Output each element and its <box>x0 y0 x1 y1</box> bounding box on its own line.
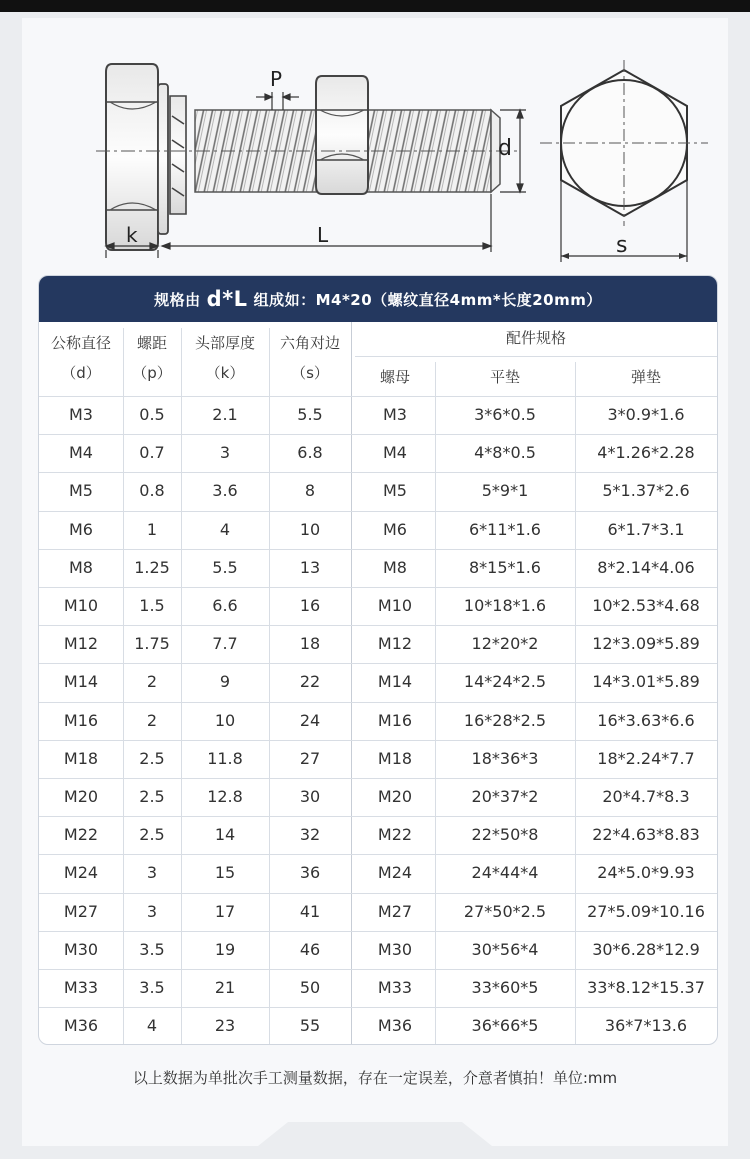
cell-spring-washer: 30*6.28*12.9 <box>592 939 700 959</box>
cell-nominal-diameter: M4 <box>69 443 93 463</box>
header-head-thickness-name: 头部厚度 <box>194 334 255 352</box>
cell-flat-washer: 10*18*1.6 <box>463 596 547 615</box>
cell-head-thickness: 9 <box>219 672 231 692</box>
cell-nominal-diameter: M27 <box>63 901 99 921</box>
cell-nominal-diameter: M30 <box>63 939 99 959</box>
cell-nut: M14 <box>377 672 413 692</box>
cell-head-thickness: 21 <box>214 978 236 997</box>
cell-hex-across-flats: 30 <box>299 787 321 806</box>
header-pitch-symbol: （p） <box>132 364 172 382</box>
cell-pitch: 0.5 <box>139 405 165 424</box>
hex-nut <box>316 76 368 194</box>
table-title <box>39 276 717 322</box>
cell-hex-across-flats: 5.5 <box>297 405 323 424</box>
cell-hex-across-flats: 50 <box>299 978 321 997</box>
cell-pitch: 0.7 <box>139 443 165 463</box>
cell-pitch: 2.5 <box>139 825 165 845</box>
header-nominal-diameter-symbol: （d） <box>61 364 101 382</box>
cell-flat-washer: 3*6*0.5 <box>474 405 536 424</box>
cell-hex-across-flats: 6.8 <box>297 443 323 463</box>
cell-nut: M4 <box>383 443 407 463</box>
cell-hex-across-flats: 16 <box>299 596 321 615</box>
cell-flat-washer: 6*11*1.6 <box>469 519 541 539</box>
hex-end-view <box>540 60 708 262</box>
head-thickness-label: k <box>126 223 138 247</box>
cell-head-thickness: 2.1 <box>212 405 238 424</box>
cell-nut: M20 <box>377 787 413 806</box>
cell-flat-washer: 12*20*2 <box>471 634 539 654</box>
cell-head-thickness: 3.6 <box>212 481 238 501</box>
cell-head-thickness: 19 <box>214 939 236 959</box>
cell-spring-washer: 24*5.0*9.93 <box>597 863 695 883</box>
cell-hex-across-flats: 8 <box>304 481 316 501</box>
across-flats-label: s <box>616 233 628 258</box>
cell-pitch: 2 <box>146 710 158 730</box>
cell-pitch: 3 <box>146 863 158 883</box>
header-nominal-diameter <box>39 328 123 388</box>
cell-spring-washer: 10*2.53*4.68 <box>592 596 700 615</box>
cell-nominal-diameter: M16 <box>63 710 99 730</box>
cell-hex-across-flats: 46 <box>299 939 321 959</box>
cell-flat-washer: 22*50*8 <box>471 825 539 845</box>
cell-pitch: 3.5 <box>139 978 165 997</box>
cell-head-thickness: 10 <box>214 710 236 730</box>
cell-spring-washer: 18*2.24*7.7 <box>597 748 695 768</box>
cell-hex-across-flats: 32 <box>299 825 321 845</box>
diameter-label: d <box>498 136 512 161</box>
cell-nominal-diameter: M10 <box>63 596 99 615</box>
cell-head-thickness: 15 <box>214 863 236 883</box>
cell-nominal-diameter: M14 <box>63 672 99 692</box>
cell-pitch: 1.75 <box>134 634 170 654</box>
cell-nut: M27 <box>377 901 413 921</box>
cell-pitch: 1.25 <box>134 557 170 577</box>
cell-head-thickness: 12.8 <box>207 787 243 806</box>
cell-hex-across-flats: 18 <box>299 634 321 654</box>
cell-pitch: 0.8 <box>139 481 165 501</box>
cell-nominal-diameter: M33 <box>63 978 99 997</box>
cell-flat-washer: 20*37*2 <box>471 787 539 806</box>
title-prefix: 规格由 <box>154 290 201 309</box>
pitch-dimension <box>256 92 299 110</box>
cell-nut: M16 <box>377 710 413 730</box>
cell-hex-across-flats: 41 <box>299 901 321 921</box>
cell-nut: M36 <box>377 1016 413 1036</box>
cell-nut: M10 <box>377 596 413 615</box>
cell-spring-washer: 22*4.63*8.83 <box>592 825 700 845</box>
bolt-diagram <box>0 0 750 275</box>
cell-nominal-diameter: M20 <box>63 787 99 806</box>
cell-head-thickness: 4 <box>219 519 231 539</box>
cell-head-thickness: 3 <box>219 443 231 463</box>
cell-pitch: 4 <box>146 1016 158 1036</box>
cell-pitch: 3.5 <box>139 939 165 959</box>
header-spring-washer: 弹垫 <box>630 368 661 386</box>
cell-pitch: 3 <box>146 901 158 921</box>
cell-flat-washer: 18*36*3 <box>471 748 539 768</box>
cell-nut: M22 <box>377 825 413 845</box>
cell-spring-washer: 8*2.14*4.06 <box>597 557 695 577</box>
cell-flat-washer: 16*28*2.5 <box>463 710 547 730</box>
cell-nominal-diameter: M22 <box>63 825 99 845</box>
header-hex-across-flats-name: 六角对边 <box>279 334 340 352</box>
cell-spring-washer: 6*1.7*3.1 <box>607 519 685 539</box>
cell-nut: M33 <box>377 978 413 997</box>
cell-spring-washer: 16*3.63*6.6 <box>597 710 695 730</box>
cell-pitch: 1 <box>146 519 158 539</box>
cell-nominal-diameter: M12 <box>63 634 99 654</box>
cell-flat-washer: 5*9*1 <box>481 481 529 501</box>
cell-nut: M8 <box>383 557 407 577</box>
cell-flat-washer: 30*56*4 <box>471 939 539 959</box>
header-hex-across-flats <box>269 328 351 388</box>
cell-head-thickness: 6.6 <box>212 596 238 615</box>
cell-spring-washer: 27*5.09*10.16 <box>587 901 705 921</box>
cell-flat-washer: 27*50*2.5 <box>463 901 547 921</box>
cell-nominal-diameter: M24 <box>63 863 99 883</box>
cell-nominal-diameter: M3 <box>69 405 93 424</box>
cell-pitch: 1.5 <box>139 596 165 615</box>
cell-head-thickness: 7.7 <box>212 634 238 654</box>
header-flat-washer: 平垫 <box>489 368 520 386</box>
cell-nominal-diameter: M6 <box>69 519 93 539</box>
header-accessories: 配件规格 <box>505 329 566 347</box>
header-nut: 螺母 <box>379 368 410 386</box>
cell-nut: M24 <box>377 863 413 883</box>
header-pitch-name: 螺距 <box>136 334 167 352</box>
spec-table <box>38 275 718 1045</box>
cell-flat-washer: 33*60*5 <box>471 978 539 997</box>
header-hex-across-flats-symbol: （s） <box>291 364 329 382</box>
cell-hex-across-flats: 13 <box>299 557 321 577</box>
header-pitch <box>123 328 181 388</box>
cell-spring-washer: 3*0.9*1.6 <box>607 405 685 424</box>
cell-nominal-diameter: M36 <box>63 1016 99 1036</box>
cell-nut: M3 <box>383 405 407 424</box>
cell-flat-washer: 24*44*4 <box>471 863 539 883</box>
header-head-thickness-symbol: （k） <box>205 364 245 382</box>
cell-spring-washer: 5*1.37*2.6 <box>602 481 690 501</box>
cell-nominal-diameter: M8 <box>69 557 93 577</box>
cell-spring-washer: 12*3.09*5.89 <box>592 634 700 654</box>
cell-spring-washer: 36*7*13.6 <box>604 1016 688 1036</box>
cell-hex-across-flats: 22 <box>299 672 321 692</box>
cell-head-thickness: 17 <box>214 901 236 921</box>
cell-head-thickness: 14 <box>214 825 236 845</box>
footnote: 以上数据为单批次手工测量数据，存在一定误差，介意者慎拍！单位:mm <box>132 1069 618 1087</box>
cell-spring-washer: 14*3.01*5.89 <box>592 672 700 692</box>
cell-nut: M18 <box>377 748 413 768</box>
cell-head-thickness: 11.8 <box>207 748 243 768</box>
cell-pitch: 2.5 <box>139 787 165 806</box>
cell-flat-washer: 36*66*5 <box>471 1016 539 1036</box>
cell-nut: M12 <box>377 634 413 654</box>
cell-nut: M30 <box>377 939 413 959</box>
flat-washer <box>158 84 168 234</box>
cell-flat-washer: 8*15*1.6 <box>469 557 541 577</box>
cell-hex-across-flats: 27 <box>299 748 321 768</box>
cell-pitch: 2.5 <box>139 748 165 768</box>
cell-flat-washer: 14*24*2.5 <box>463 672 547 692</box>
title-suffix: 组成如：M4*20（螺纹直径4mm*长度20mm） <box>253 290 602 309</box>
title-formula: d*L <box>206 287 248 311</box>
cell-spring-washer: 4*1.26*2.28 <box>597 443 695 463</box>
cell-nut: M5 <box>383 481 407 501</box>
cell-head-thickness: 23 <box>214 1016 236 1036</box>
header-nominal-diameter-name: 公称直径 <box>50 334 111 352</box>
header-head-thickness <box>181 328 269 388</box>
cell-nut: M6 <box>383 519 407 539</box>
cell-spring-washer: 20*4.7*8.3 <box>602 787 690 806</box>
cell-pitch: 2 <box>146 672 158 692</box>
cell-hex-across-flats: 24 <box>299 710 321 730</box>
cell-hex-across-flats: 55 <box>299 1016 321 1036</box>
spring-washer <box>170 96 186 214</box>
pitch-label: P <box>270 67 283 91</box>
cell-head-thickness: 5.5 <box>212 557 238 577</box>
cell-flat-washer: 4*8*0.5 <box>474 443 536 463</box>
cell-nominal-diameter: M18 <box>63 748 99 768</box>
cell-hex-across-flats: 10 <box>299 519 321 539</box>
section-divider <box>351 322 352 1044</box>
header-divider <box>355 356 717 357</box>
length-label: L <box>317 223 329 247</box>
cell-nominal-diameter: M5 <box>69 481 93 501</box>
cell-hex-across-flats: 36 <box>299 863 321 883</box>
cell-spring-washer: 33*8.12*15.37 <box>587 978 705 997</box>
